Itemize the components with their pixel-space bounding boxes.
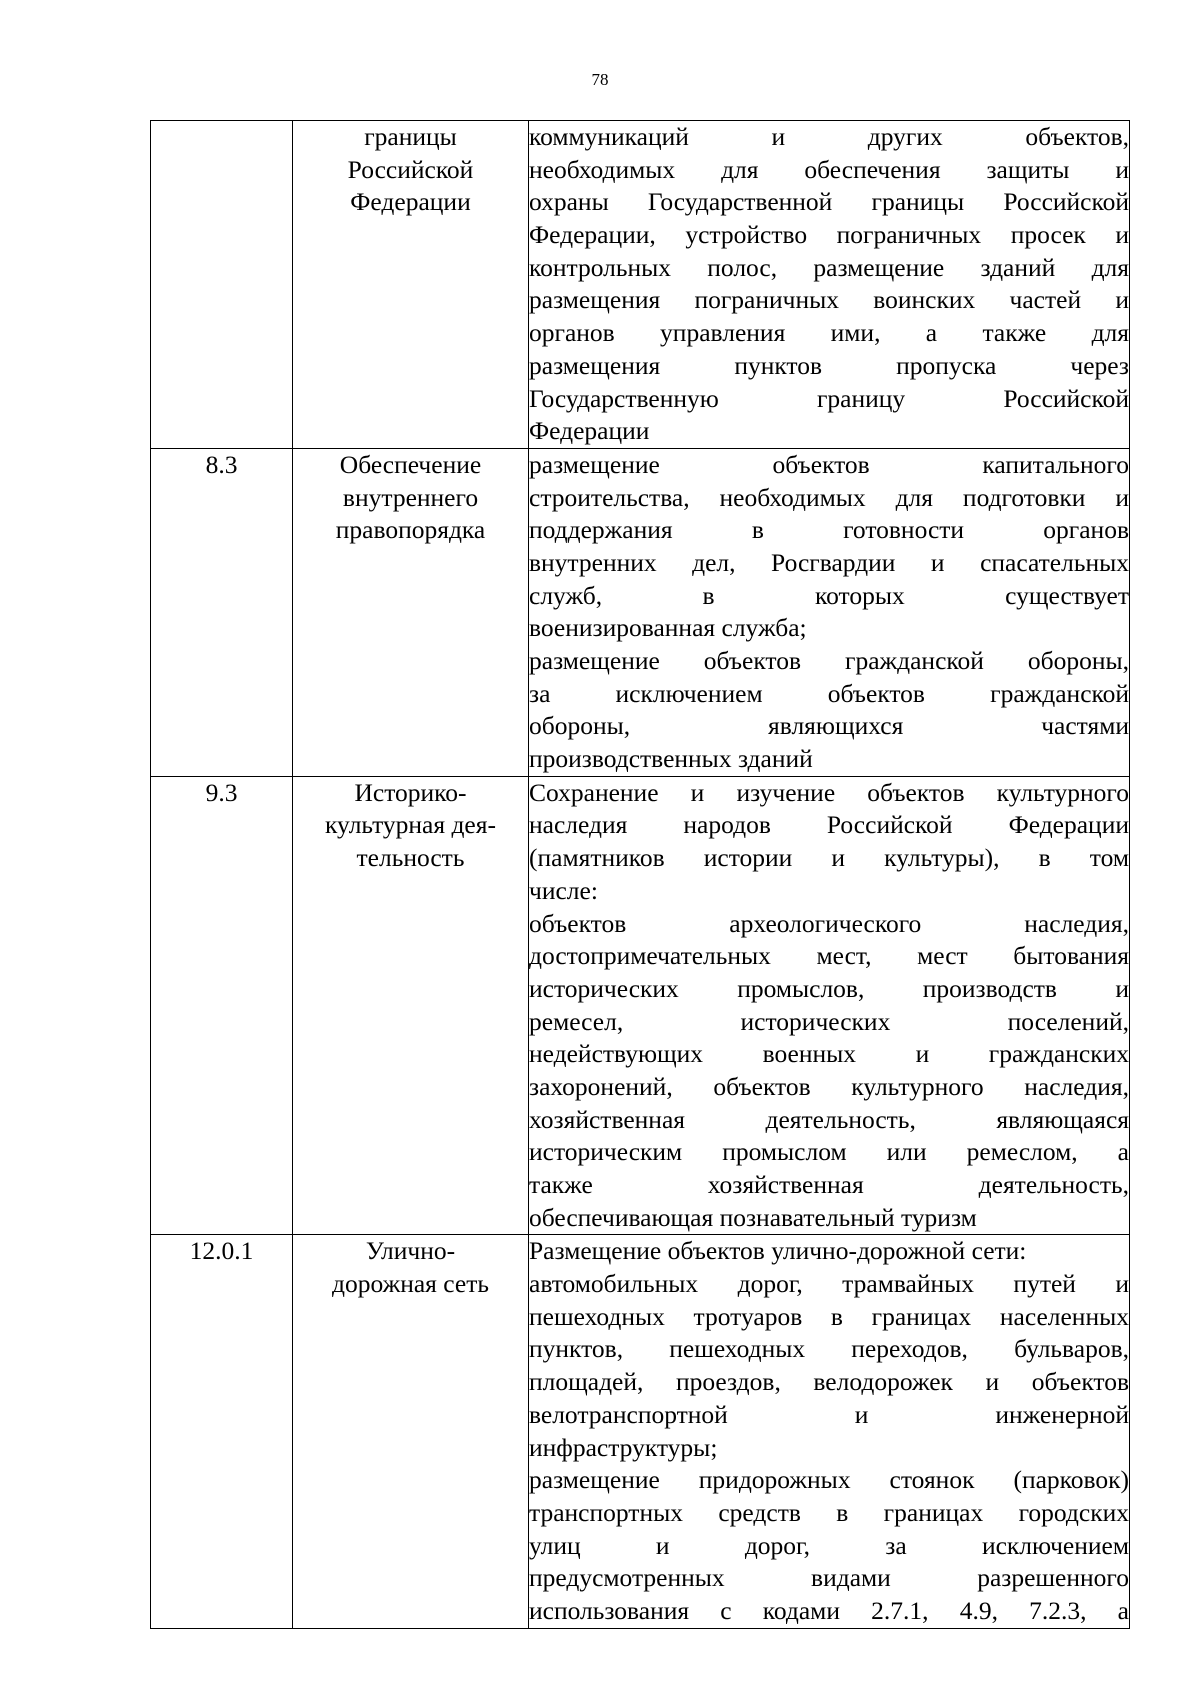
- description-line: транспортных средств в границах городских: [529, 1497, 1129, 1527]
- description-cell: [529, 1235, 1130, 1628]
- table-row: [151, 1235, 1130, 1628]
- description-line: пунктов, пешеходных переходов, бульваров,: [529, 1334, 1129, 1364]
- description-cell: [529, 448, 1130, 776]
- name-line: границы: [364, 122, 457, 151]
- description-line: поддержания в готовности органов: [529, 515, 1129, 545]
- description-line: хозяйственная деятельность, являющаяся: [529, 1104, 1129, 1134]
- description-cell: [529, 776, 1130, 1235]
- description-line: Размещение объектов улично-дорожной сети:: [529, 1236, 1027, 1266]
- page-number: 78: [591, 70, 609, 89]
- description-line: наследия народов Российской Федерации: [529, 810, 1129, 840]
- description-line: производственных зданий: [529, 744, 813, 774]
- description-line: использования с кодами 2.7.1, 4.9, 7.2.3, а: [529, 1595, 1129, 1625]
- description-line: Государственную границу Российской: [529, 383, 1129, 413]
- table-row: [151, 121, 1130, 449]
- description-line: Федерации: [529, 416, 650, 446]
- description-line: площадей, проездов, велодорожек и объектов: [529, 1367, 1129, 1397]
- description-line: (памятников истории и культуры), в том: [529, 843, 1129, 873]
- description-line: военизированная служба;: [529, 613, 807, 643]
- description-line: также хозяйственная деятельность,: [529, 1170, 1129, 1199]
- description-line: автомобильных дорог, трамвайных путей и: [529, 1269, 1129, 1299]
- name-line: внутреннего: [342, 482, 479, 512]
- description-line: за исключением объектов гражданской: [529, 678, 1129, 708]
- description-line: Сохранение и изучение объектов культурного: [529, 777, 1129, 807]
- name-line: Федерации: [350, 187, 471, 217]
- name-line: Историко-: [354, 777, 467, 807]
- description-line: пешеходных тротуаров в границах населенных: [529, 1301, 1129, 1331]
- description-line: контрольных полос, размещение зданий для: [529, 252, 1129, 282]
- name-cell: [293, 121, 529, 449]
- description-line: улиц и дорог, за исключением: [529, 1530, 1129, 1560]
- description-line: обеспечивающая познавательный туризм: [529, 1202, 977, 1232]
- description-line: историческим промыслом или ремеслом, а: [529, 1137, 1129, 1167]
- name-line: Российской: [347, 154, 474, 184]
- description-cell: [529, 121, 1130, 449]
- description-line: органов управления ими, а также для: [529, 318, 1129, 348]
- code-cell: 9.3: [151, 776, 293, 1235]
- land-use-table: [150, 120, 1130, 1629]
- name-line: Улично-: [365, 1236, 456, 1266]
- description-line: велотранспортной и инженерной: [529, 1399, 1129, 1429]
- description-line: служб, в которых существует: [529, 580, 1129, 610]
- description-line: достопримечательных мест, мест бытования: [529, 941, 1129, 971]
- name-line: культурная дея-: [325, 810, 496, 840]
- description-line: коммуникаций и других объектов,: [529, 122, 1129, 151]
- name-line: правопорядка: [335, 515, 486, 545]
- name-cell: [293, 776, 529, 1235]
- name-line: дорожная сеть: [332, 1269, 489, 1299]
- table-row: [151, 776, 1130, 1235]
- description-line: обороны, являющихся частями: [529, 711, 1129, 741]
- name-cell: [293, 448, 529, 776]
- description-line: размещение объектов капитального: [529, 449, 1129, 479]
- code-cell: 8.3: [151, 448, 293, 776]
- description-line: охраны Государственной границы Российской: [529, 187, 1129, 217]
- description-line: ремесел, исторических поселений,: [529, 1006, 1129, 1036]
- description-line: размещение придорожных стоянок (парковок): [529, 1465, 1129, 1495]
- table-row: [151, 448, 1130, 776]
- description-line: исторических промыслов, производств и: [529, 973, 1129, 1003]
- table-body: [151, 121, 1130, 1629]
- name-line: Обеспечение: [339, 449, 482, 479]
- description-line: внутренних дел, Росгвардии и спасательных: [529, 547, 1129, 577]
- description-line: захоронений, объектов культурного наследия,: [529, 1071, 1129, 1101]
- code-cell: [151, 121, 293, 449]
- description-line: размещение объектов гражданской обороны,: [529, 646, 1129, 675]
- code-cell: 12.0.1: [151, 1235, 293, 1628]
- description-line: инфраструктуры;: [529, 1432, 718, 1462]
- description-line: числе:: [529, 875, 598, 905]
- description-line: размещения пунктов пропуска через: [529, 350, 1129, 380]
- description-line: Федерации, устройство пограничных просек и: [529, 220, 1129, 250]
- description-line: предусмотренных видами разрешенного: [529, 1563, 1129, 1593]
- name-line: тельность: [356, 843, 465, 873]
- name-cell: [293, 1235, 529, 1628]
- description-line: недействующих военных и гражданских: [529, 1039, 1129, 1069]
- description-line: необходимых для обеспечения защиты и: [529, 154, 1129, 184]
- description-line: размещения пограничных воинских частей и: [529, 285, 1129, 315]
- description-line: объектов археологического наследия,: [529, 908, 1129, 938]
- description-line: строительства, необходимых для подготовки и: [529, 482, 1129, 512]
